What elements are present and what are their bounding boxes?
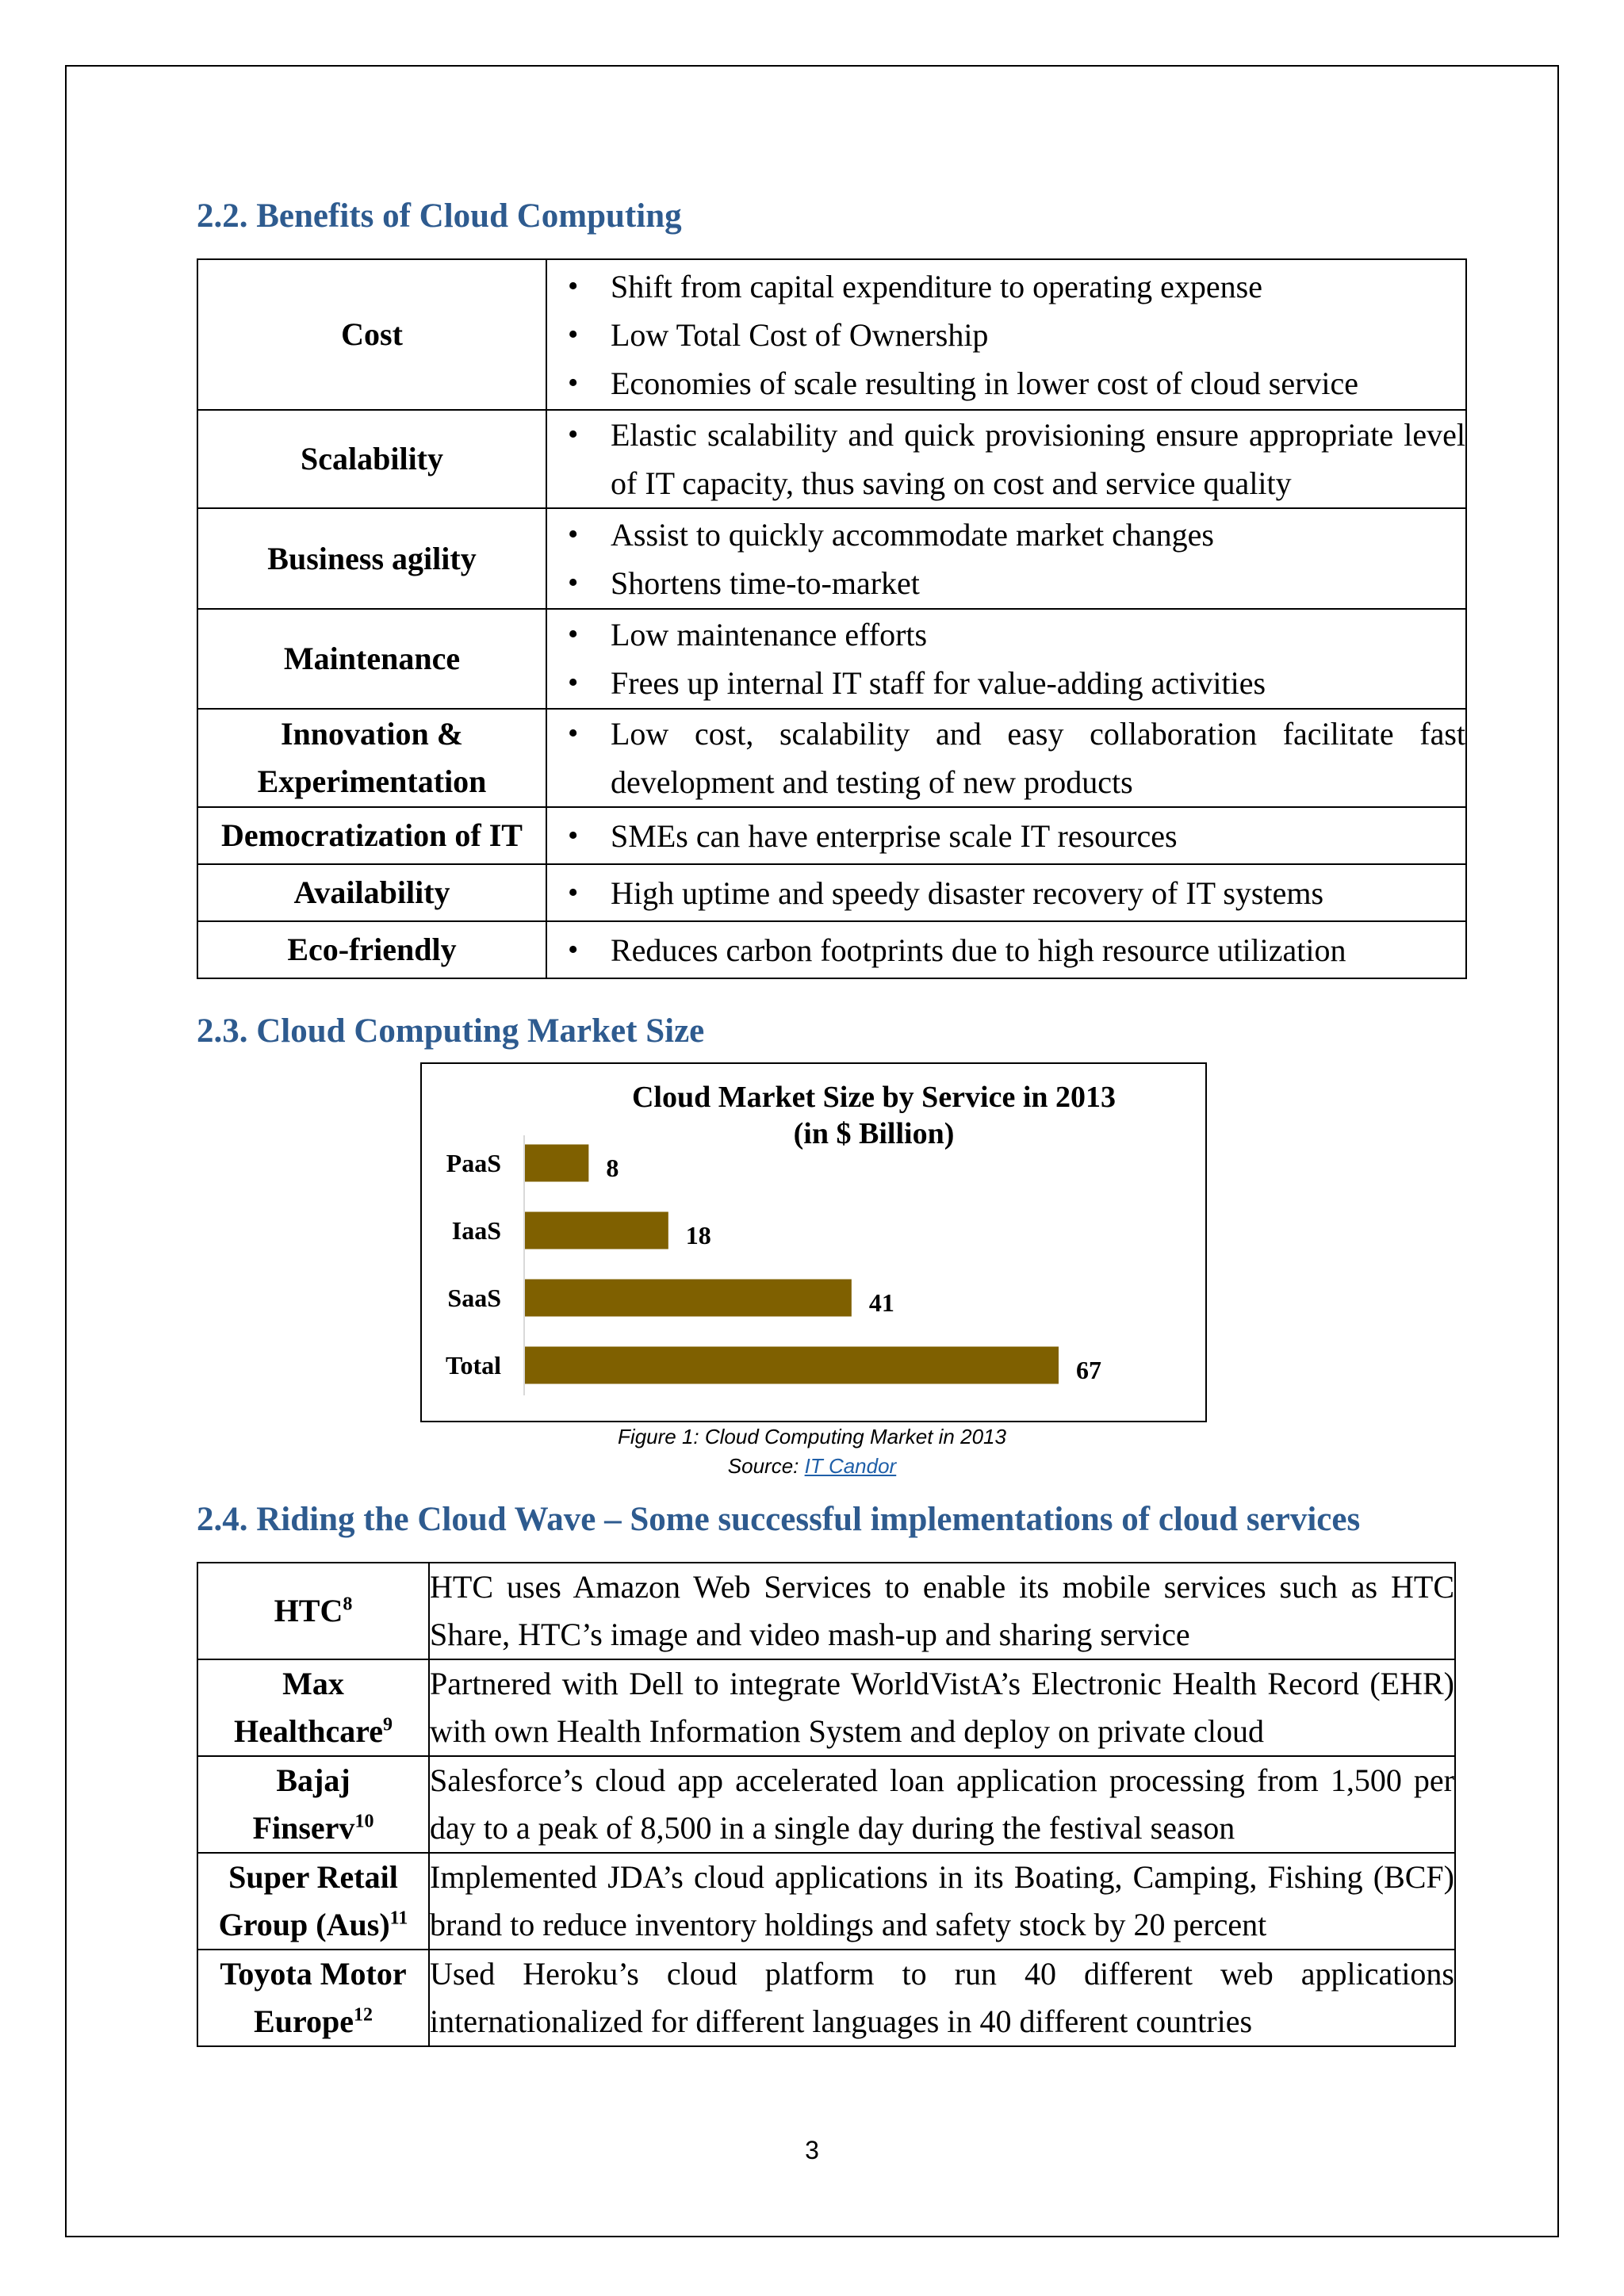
benefit-points (547, 869, 1465, 917)
source-link[interactable]: IT Candor (804, 1454, 897, 1478)
benefit-row (197, 709, 1466, 807)
footnote-ref: 8 (343, 1594, 353, 1615)
company-name (197, 1756, 429, 1853)
benefit-point: • SMEs can have enterprise scale IT resources (547, 812, 1465, 860)
value-label: 67 (1076, 1356, 1101, 1384)
benefit-point: • Low cost, scalability and easy collaboration facilitate fast development and testing of new products (547, 710, 1465, 806)
value-label: 41 (868, 1288, 894, 1317)
footnote-ref: 10 (354, 1811, 374, 1832)
implementation-row (197, 1853, 1455, 1950)
company-name-line: Toyota Motor (220, 1956, 407, 1992)
benefit-row (197, 864, 1466, 921)
implementation-text: Used Heroku’s cloud platform to run 40 different web applications internationalized for different languages in 40 different countries (430, 1956, 1454, 2039)
benefit-label: Scalability (197, 410, 546, 508)
category-label: IaaS (451, 1216, 501, 1245)
figure-source (0, 1454, 1624, 1479)
benefit-label: Availability (197, 864, 546, 921)
benefit-points (547, 812, 1465, 860)
benefits-table (197, 258, 1467, 979)
benefit-points (547, 262, 1465, 408)
benefit-point: • Assist to quickly accommodate market changes (547, 511, 1465, 559)
benefit-label (197, 709, 546, 807)
benefit-row (197, 807, 1466, 864)
benefit-row (197, 508, 1466, 609)
company-name-line: Super Retail (228, 1859, 398, 1895)
chart-subtitle: (in $ Billion) (793, 1117, 955, 1150)
company-name (197, 1659, 429, 1756)
benefit-point: • Low Total Cost of Ownership (547, 311, 1465, 359)
implementation-text: Implemented JDA’s cloud applications in its Boating, Camping, Fishing (BCF) brand to reduce inventory holdings and safety stock by 20 percent (430, 1859, 1454, 1942)
benefit-point: • Elastic scalability and quick provisioning ensure appropriate level of IT capacity, thus saving on cost and service quality (547, 411, 1465, 507)
market-chart (420, 1062, 1207, 1422)
benefit-label: Business agility (197, 508, 546, 609)
implementation-text: Partnered with Dell to integrate WorldVistA’s Electronic Health Record (EHR) with own Health Information System and deploy on private cloud (430, 1666, 1454, 1749)
benefit-row (197, 609, 1466, 709)
implementation-row (197, 1756, 1455, 1853)
company-name-line: Finserv (252, 1810, 355, 1846)
benefit-points (547, 411, 1465, 507)
benefit-row (197, 410, 1466, 508)
implementation-row (197, 1950, 1455, 2046)
benefit-label: Eco-friendly (197, 921, 546, 978)
company-name-line: HTC (274, 1593, 343, 1628)
value-label: 8 (606, 1154, 619, 1182)
benefit-label-line: Innovation & (280, 716, 464, 752)
benefit-points (547, 511, 1465, 607)
company-name (197, 1950, 429, 2046)
benefit-points (547, 926, 1465, 974)
category-label: Total (446, 1351, 501, 1380)
company-name-line: Bajaj (276, 1762, 350, 1798)
bar-saas (525, 1280, 852, 1317)
benefit-point: • Economies of scale resulting in lower cost of cloud service (547, 359, 1465, 408)
category-label: PaaS (446, 1149, 501, 1177)
bar-total (525, 1347, 1059, 1384)
implementation-text: Salesforce’s cloud app accelerated loan application processing from 1,500 per day to a peak of 8,500 in a single day during the festival season (430, 1762, 1454, 1846)
market-heading: 2.3. Cloud Computing Market Size (197, 1012, 705, 1050)
benefit-point: • Shift from capital expenditure to operating expense (547, 262, 1465, 311)
benefit-point: • Reduces carbon footprints due to high resource utilization (547, 926, 1465, 974)
footnote-ref: 12 (353, 2004, 373, 2026)
category-label: SaaS (447, 1284, 501, 1312)
benefit-point: • Low maintenance efforts (547, 610, 1465, 659)
implementations-heading: 2.4. Riding the Cloud Wave – Some successful implementations of cloud services (197, 1501, 1361, 1538)
bar-paas (525, 1145, 588, 1182)
figure-source-prefix: Source: (727, 1454, 805, 1478)
benefit-label: Cost (197, 259, 546, 410)
value-label: 18 (685, 1221, 711, 1249)
benefit-row (197, 921, 1466, 978)
page-number: 3 (805, 2136, 819, 2164)
benefit-point: • Frees up internal IT staff for value-adding activities (547, 659, 1465, 707)
company-name (197, 1563, 429, 1659)
benefit-points (547, 710, 1465, 806)
company-name-line: Healthcare (233, 1713, 384, 1749)
company-name-line: Group (Aus) (218, 1907, 390, 1942)
bar-iaas (525, 1212, 668, 1249)
benefit-label-line: Experimentation (257, 763, 487, 799)
footnote-ref: 11 (389, 1908, 408, 1929)
benefit-label: Democratization of IT (197, 807, 546, 864)
market-bar-chart (422, 1064, 1205, 1421)
implementation-row (197, 1563, 1455, 1659)
implementation-text: HTC uses Amazon Web Services to enable its mobile services such as HTC Share, HTC’s image and video mash-up and sharing service (430, 1569, 1454, 1652)
company-name (197, 1853, 429, 1950)
benefit-row (197, 259, 1466, 410)
footnote-ref: 9 (383, 1714, 393, 1735)
benefit-point: • Shortens time-to-market (547, 559, 1465, 607)
chart-title: Cloud Market Size by Service in 2013 (631, 1081, 1116, 1114)
benefit-points (547, 610, 1465, 707)
figure-caption: Figure 1: Cloud Computing Market in 2013 (618, 1425, 1006, 1448)
implementation-row (197, 1659, 1455, 1756)
benefit-label: Maintenance (197, 609, 546, 709)
implementations-table (197, 1562, 1456, 2047)
company-name-line: Max (282, 1666, 344, 1701)
company-name-line: Europe (254, 2003, 354, 2039)
benefits-heading: 2.2. Benefits of Cloud Computing (197, 197, 682, 235)
benefit-point: • High uptime and speedy disaster recovery of IT systems (547, 869, 1465, 917)
